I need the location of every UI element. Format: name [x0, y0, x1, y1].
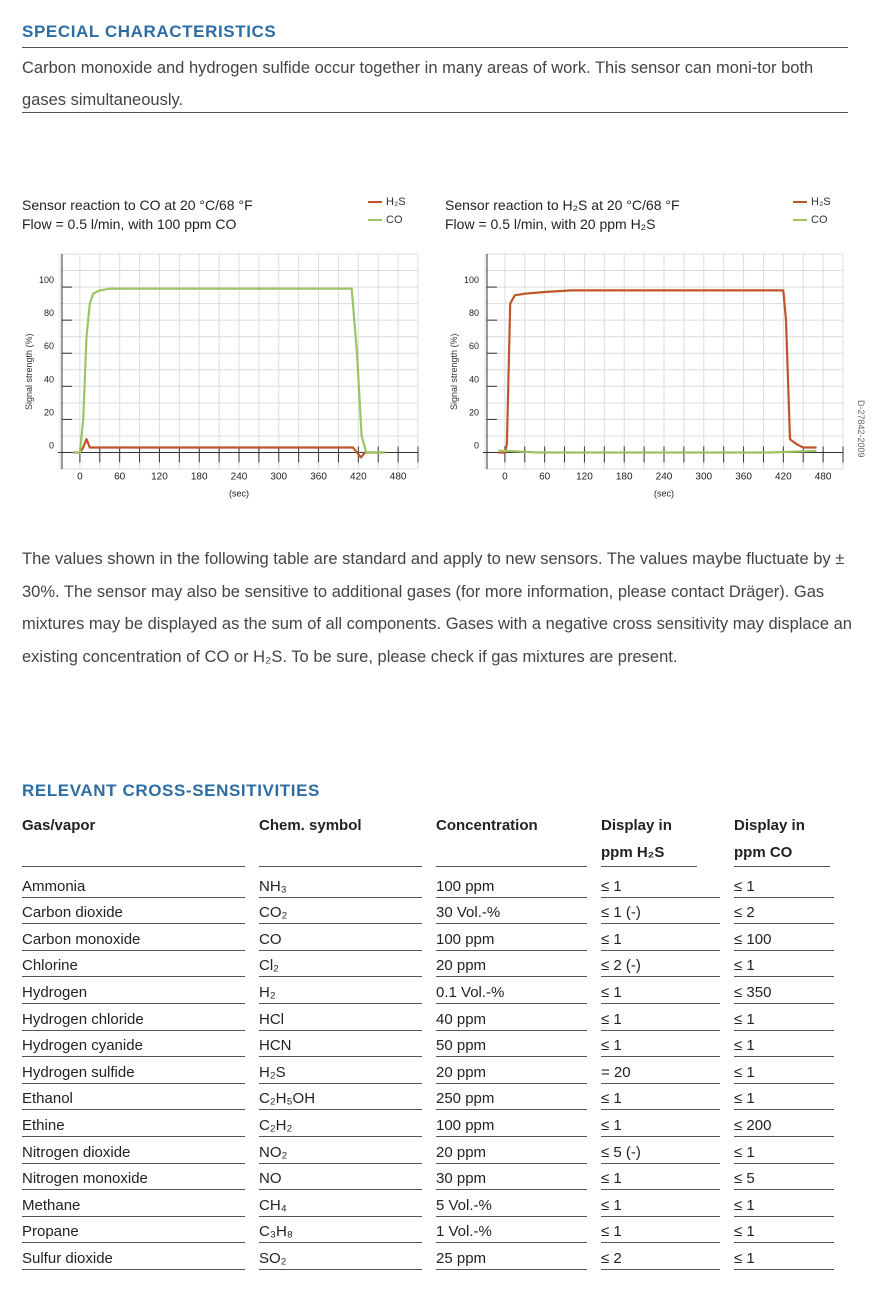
left-chart: [0, 240, 420, 530]
table-cell: CO₂: [259, 898, 436, 925]
table-cell: ≤ 1: [601, 977, 734, 1004]
header-gas: Gas/vapor: [22, 810, 259, 871]
table-cell: NO₂: [259, 1137, 436, 1164]
table-cell: Sulfur dioxide: [22, 1243, 259, 1270]
table-cell: ≤ 1: [734, 1243, 848, 1270]
table-cell: ≤ 1: [601, 1004, 734, 1031]
series-line-co: [498, 451, 816, 453]
table-cell: ≤ 5 (-): [601, 1137, 734, 1164]
x-tick-label: 360: [310, 471, 327, 483]
table-cell: HCl: [259, 1004, 436, 1031]
legend-item-h2s: [793, 193, 831, 211]
divider: [22, 112, 848, 113]
legend-label: CO: [386, 214, 403, 226]
table-row: [22, 1190, 848, 1217]
x-tick-label: 300: [695, 471, 713, 483]
intro-text: Carbon monoxide and hydrogen sulfide occur together in many areas of work. This sensor can moni-tor both gases simultaneously.: [22, 59, 814, 109]
table-cell: Nitrogen dioxide: [22, 1137, 259, 1164]
x-tick-label: 360: [735, 471, 752, 483]
right-chart-title-line2: Flow = 0.5 l/min, with 20 ppm H₂S: [445, 216, 656, 232]
table-cell: ≤ 1: [734, 1137, 848, 1164]
y-tick-label: 20: [468, 407, 479, 418]
table-row: [22, 951, 848, 978]
table-row: [22, 1243, 848, 1270]
table-cell: 100 ppm: [436, 871, 601, 898]
right-chart-ylabel: Signal strength (%): [449, 333, 459, 410]
table-cell: Ethine: [22, 1110, 259, 1137]
x-tick-label: 60: [114, 471, 126, 483]
table-cell: 20 ppm: [436, 1137, 601, 1164]
x-axis-label: (sec): [654, 488, 674, 499]
y-tick-label: 60: [468, 341, 479, 352]
table-cell: H₂S: [259, 1057, 436, 1084]
table-cell: ≤ 2: [601, 1243, 734, 1270]
table-cell: 250 ppm: [436, 1084, 601, 1111]
table-cell: = 20: [601, 1057, 734, 1084]
table-header-row: [22, 810, 848, 871]
x-tick-label: 120: [151, 471, 168, 483]
left-chart-legend: [368, 193, 406, 229]
left-chart-title: [22, 196, 253, 234]
legend-label: H₂S: [386, 196, 406, 208]
table-cell: ≤ 1: [734, 1190, 848, 1217]
x-tick-label: 240: [655, 471, 673, 483]
table-cell: Ammonia: [22, 871, 259, 898]
x-tick-label: 180: [190, 471, 208, 483]
x-tick-label: 0: [502, 471, 508, 483]
legend-item-co: [793, 211, 831, 229]
table-cell: 100 ppm: [436, 924, 601, 951]
table-cell: 5 Vol.-%: [436, 1190, 601, 1217]
right-chart: [425, 240, 861, 530]
table-cell: ≤ 1: [601, 1110, 734, 1137]
table-cell: 1 Vol.-%: [436, 1217, 601, 1244]
table-cell: Hydrogen cyanide: [22, 1031, 259, 1058]
table-row: [22, 1031, 848, 1058]
header-symbol: Chem. symbol: [259, 810, 436, 871]
x-tick-label: 480: [389, 471, 407, 483]
x-tick-label: 300: [270, 471, 288, 483]
table-row: [22, 898, 848, 925]
left-chart-title-line1: Sensor reaction to CO at 20 °C/68 °F: [22, 197, 253, 213]
table-cell: H₂: [259, 977, 436, 1004]
table-cell: ≤ 1: [601, 1164, 734, 1191]
table-cell: ≤ 1: [734, 1004, 848, 1031]
table-cell: Hydrogen sulfide: [22, 1057, 259, 1084]
table-cell: 25 ppm: [436, 1243, 601, 1270]
x-tick-label: 480: [814, 471, 832, 483]
info-paragraph: The values shown in the following table are standard and apply to new sensors. The values maybe fluctuate by ± 30%. The sensor may also be sensitive to additional gases (for more information, please contact Dräger). Gas mixtures may be displayed as the sum of all components. Gases with a negative cross sensitivity may displace an existing concentration of CO or H₂S. To be sure, please check if gas mixtures are present.: [22, 550, 852, 666]
table-cell: C₂H₅OH: [259, 1084, 436, 1111]
section-title-cross-sensitivities: RELEVANT CROSS-SENSITIVITIES: [22, 781, 320, 800]
table-cell: ≤ 2: [734, 898, 848, 925]
table-cell: CO: [259, 924, 436, 951]
legend-item-co: [368, 211, 406, 229]
table-cell: ≤ 1: [601, 1084, 734, 1111]
table-cell: ≤ 1: [734, 951, 848, 978]
section-title-special-characteristics: SPECIAL CHARACTERISTICS: [22, 22, 277, 41]
table-cell: ≤ 2 (-): [601, 951, 734, 978]
table-cell: 30 ppm: [436, 1164, 601, 1191]
left-chart-title-line2: Flow = 0.5 l/min, with 100 ppm CO: [22, 216, 237, 232]
table-row: [22, 1084, 848, 1111]
right-chart-title-line1: Sensor reaction to H₂S at 20 °C/68 °F: [445, 197, 680, 213]
y-tick-label: 0: [48, 440, 54, 451]
table-cell: 0.1 Vol.-%: [436, 977, 601, 1004]
table-cell: ≤ 1: [734, 871, 848, 898]
table-cell: ≤ 1: [734, 1031, 848, 1058]
y-tick-label: 80: [468, 308, 479, 319]
table-cell: ≤ 100: [734, 924, 848, 951]
y-tick-label: 20: [43, 407, 54, 418]
table-row: [22, 1137, 848, 1164]
table-cell: ≤ 1: [601, 1190, 734, 1217]
divider: [22, 47, 848, 48]
table-cell: Carbon monoxide: [22, 924, 259, 951]
table-cell: Propane: [22, 1217, 259, 1244]
table-cell: ≤ 1 (-): [601, 898, 734, 925]
table-cell: Nitrogen monoxide: [22, 1164, 259, 1191]
table-cell: ≤ 200: [734, 1110, 848, 1137]
table-cell: ≤ 1: [601, 924, 734, 951]
y-tick-label: 100: [463, 275, 479, 286]
left-chart-ylabel: Signal strength (%): [24, 333, 34, 410]
table-cell: ≤ 1: [734, 1217, 848, 1244]
series-line-h2s: [498, 290, 816, 452]
table-cell: ≤ 350: [734, 977, 848, 1004]
table-row: [22, 871, 848, 898]
y-tick-label: 40: [43, 374, 54, 385]
table-row: [22, 1164, 848, 1191]
table-cell: NO: [259, 1164, 436, 1191]
table-row: [22, 977, 848, 1004]
table-cell: HCN: [259, 1031, 436, 1058]
x-tick-label: 60: [539, 471, 551, 483]
table-cell: NH₃: [259, 871, 436, 898]
header-display-co: Display in ppm CO: [734, 810, 848, 871]
table-cell: Ethanol: [22, 1084, 259, 1111]
table-row: [22, 1217, 848, 1244]
y-tick-label: 0: [473, 440, 479, 451]
table-row: [22, 924, 848, 951]
header-display-h2s: Display in ppm H₂S: [601, 810, 734, 871]
x-axis-label: (sec): [229, 488, 249, 499]
table-cell: ≤ 1: [734, 1084, 848, 1111]
table-row: [22, 1110, 848, 1137]
table-cell: ≤ 1: [601, 1217, 734, 1244]
table-cell: ≤ 1: [601, 871, 734, 898]
x-tick-label: 420: [774, 471, 792, 483]
table-cell: Hydrogen: [22, 977, 259, 1004]
header-concentration: Concentration: [436, 810, 601, 871]
table-row: [22, 1057, 848, 1084]
table-cell: CH₄: [259, 1190, 436, 1217]
table-cell: 40 ppm: [436, 1004, 601, 1031]
table-cell: Methane: [22, 1190, 259, 1217]
table-cell: C₃H₈: [259, 1217, 436, 1244]
table-cell: Hydrogen chloride: [22, 1004, 259, 1031]
table-row: [22, 1004, 848, 1031]
x-tick-label: 180: [615, 471, 633, 483]
legend-label: CO: [811, 214, 828, 226]
table-cell: 20 ppm: [436, 1057, 601, 1084]
table-cell: 100 ppm: [436, 1110, 601, 1137]
right-chart-title: [445, 196, 680, 234]
x-tick-label: 120: [576, 471, 593, 483]
table-cell: 30 Vol.-%: [436, 898, 601, 925]
table-cell: ≤ 1: [734, 1057, 848, 1084]
table-cell: ≤ 1: [601, 1031, 734, 1058]
table-cell: Carbon dioxide: [22, 898, 259, 925]
legend-label: H₂S: [811, 196, 831, 208]
table-cell: SO₂: [259, 1243, 436, 1270]
x-tick-label: 0: [77, 471, 83, 483]
table-cell: Cl₂: [259, 951, 436, 978]
legend-item-h2s: [368, 193, 406, 211]
table-cell: ≤ 5: [734, 1164, 848, 1191]
y-tick-label: 80: [43, 308, 54, 319]
cross-sensitivity-table: [22, 810, 848, 1270]
figure-code: D-27842-2009: [856, 400, 866, 458]
y-tick-label: 60: [43, 341, 54, 352]
x-tick-label: 420: [349, 471, 367, 483]
table-cell: 20 ppm: [436, 951, 601, 978]
y-tick-label: 40: [468, 374, 479, 385]
right-chart-legend: [793, 193, 831, 229]
table-cell: 50 ppm: [436, 1031, 601, 1058]
table-cell: Chlorine: [22, 951, 259, 978]
x-tick-label: 240: [230, 471, 248, 483]
y-tick-label: 100: [38, 275, 54, 286]
table-cell: C₂H₂: [259, 1110, 436, 1137]
